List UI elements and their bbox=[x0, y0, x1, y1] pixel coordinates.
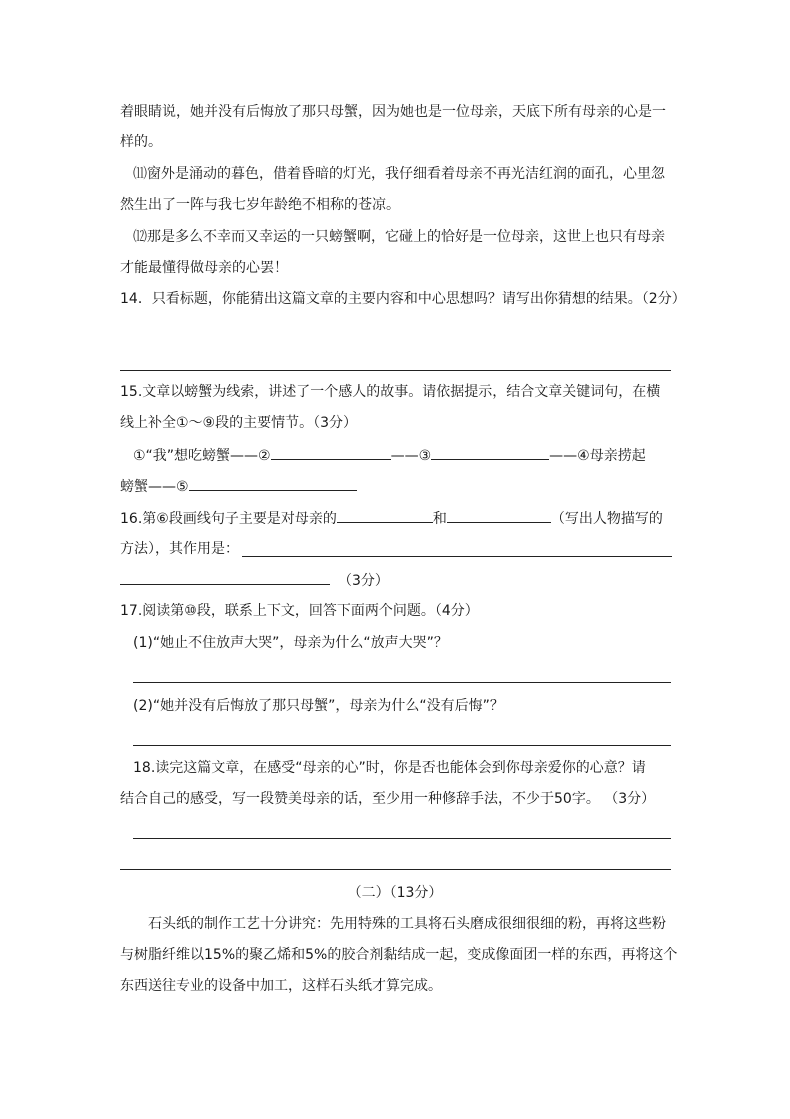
q16-blank-2[interactable] bbox=[447, 508, 551, 523]
question-17-sub-1: (1)“她止不住放声大哭”，母亲为什么“放声大哭”？ bbox=[133, 635, 448, 651]
question-18-line-1: 18.读完这篇文章，在感受“母亲的心”时，你是否也能体会到你母亲爱你的心意？请 bbox=[133, 760, 646, 776]
answer-line-q16-effect-2[interactable] bbox=[120, 570, 330, 585]
question-15-line-2: 线上补全①～⑨段的主要情节。（3分） bbox=[120, 415, 358, 431]
paragraph-10-line-2: 样的。 bbox=[120, 134, 162, 150]
q16-score: （3分） bbox=[338, 573, 389, 589]
q15-step-1: ①“我”想吃螃蟹——② bbox=[133, 448, 271, 464]
q15-step-5: 螃蟹——⑤ bbox=[120, 479, 189, 495]
question-18-line-2: 结合自己的感受，写一段赞美母亲的话，至少用一种修辞手法，不少于50字。 （3分） bbox=[120, 791, 656, 807]
answer-line-q16-effect-1[interactable] bbox=[242, 556, 672, 557]
q16-and: 和 bbox=[432, 511, 447, 527]
question-15-plot-row bbox=[133, 445, 646, 466]
answer-line-q17-1[interactable] bbox=[133, 682, 671, 683]
q16-prompt: 16.第⑥段画线句子主要是对母亲的 bbox=[120, 511, 337, 527]
section-2-heading: （二）（13分） bbox=[347, 885, 443, 901]
section-2-text-line-1: 石头纸的制作工艺十分讲究：先用特殊的工具将石头磨成很细很细的粉，再将这些粉 bbox=[148, 916, 666, 932]
question-15-line-1: 15.文章以螃蟹为线索，讲述了一个感人的故事。请依据提示，结合文章关键词句，在横 bbox=[120, 384, 661, 400]
q15-step-4: ——④母亲捞起 bbox=[549, 448, 646, 464]
answer-line-q14[interactable] bbox=[120, 370, 671, 371]
q15-blank-5[interactable] bbox=[189, 476, 357, 491]
q15-blank-2[interactable] bbox=[271, 445, 391, 460]
paragraph-11-line-2: 然生出了一阵与我七岁年龄绝不相称的苍凉。 bbox=[120, 197, 400, 213]
section-2-text-line-2: 与树脂纤维以15%的聚乙烯和5%的胶合剂黏结成一起，变成像面团一样的东西，再将这个 bbox=[120, 947, 678, 963]
q16-effect-prompt: 方法），其作用是： bbox=[120, 541, 239, 557]
paragraph-11-line-1: ⑾窗外是涌动的暮色，借着昏暗的灯光，我仔细看着母亲不再光洁红润的面孔，心里忽 bbox=[133, 166, 665, 182]
section-2-text-line-3: 东西送往专业的设备中加工，这样石头纸才算完成。 bbox=[120, 978, 442, 994]
q15-dash-3: ——③ bbox=[390, 448, 432, 464]
answer-line-q18-1[interactable] bbox=[133, 838, 671, 839]
q16-blank-1[interactable] bbox=[337, 508, 433, 523]
q16-hint: （写出人物描写的 bbox=[550, 511, 663, 527]
question-16-line-3 bbox=[120, 570, 389, 591]
q15-blank-3[interactable] bbox=[431, 445, 549, 460]
paragraph-12-line-1: ⑿那是多么不幸而又幸运的一只螃蟹啊，它碰上的恰好是一位母亲，这世上也只有母亲 bbox=[133, 229, 665, 245]
question-16-line-2 bbox=[120, 539, 239, 559]
answer-line-q17-2[interactable] bbox=[133, 745, 671, 746]
question-15-plot-row-2 bbox=[120, 476, 357, 497]
paragraph-12-line-2: 才能最懂得做母亲的心罢！ bbox=[120, 260, 288, 276]
question-17: 17.阅读第⑩段，联系上下文，回答下面两个问题。（4分） bbox=[120, 603, 479, 619]
paragraph-10-line-1: 着眼睛说，她并没有后悔放了那只母蟹，因为她也是一位母亲，天底下所有母亲的心是一 bbox=[120, 104, 666, 120]
answer-line-q18-2[interactable] bbox=[120, 869, 671, 870]
question-14: 14．只看标题，你能猜出这篇文章的主要内容和中心思想吗？请写出你猜想的结果。（2分） bbox=[120, 291, 686, 307]
question-17-sub-2: (2)“她并没有后悔放了那只母蟹”，母亲为什么“没有后悔”？ bbox=[133, 698, 504, 714]
question-16-line-1 bbox=[120, 508, 663, 529]
